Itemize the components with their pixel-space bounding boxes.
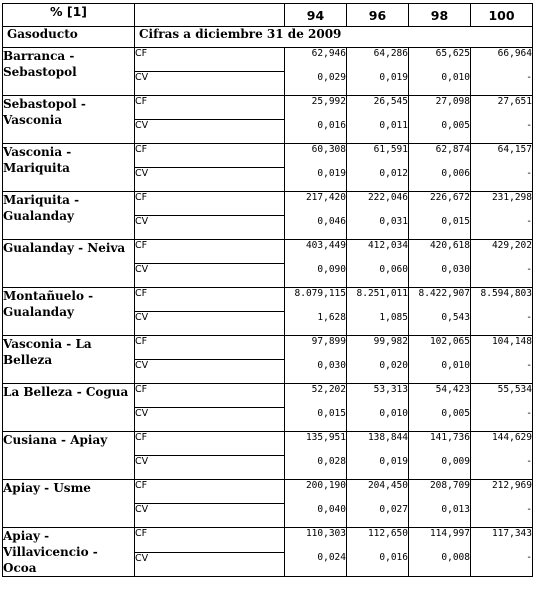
cv-label: CV	[135, 312, 285, 336]
cf-value: 231,298	[471, 192, 533, 216]
cv-value: 0,028	[285, 456, 347, 480]
cf-value: 97,899	[285, 336, 347, 360]
cf-value: 62,874	[409, 144, 471, 168]
cf-value: 200,190	[285, 480, 347, 504]
cf-value: 8.079,115	[285, 288, 347, 312]
col-header-98: 98	[409, 4, 471, 27]
cf-label: CF	[135, 96, 285, 120]
table-row	[3, 48, 533, 72]
table-row	[3, 432, 533, 456]
cv-value: 0,009	[409, 456, 471, 480]
cv-label: CV	[135, 264, 285, 288]
table-row	[3, 288, 533, 312]
cv-value: 0,040	[285, 504, 347, 528]
cf-value: 25,992	[285, 96, 347, 120]
cv-value: 0,011	[347, 120, 409, 144]
cf-value: 54,423	[409, 384, 471, 408]
cv-value: 0,024	[285, 552, 347, 577]
cv-value: 0,019	[285, 168, 347, 192]
cf-value: 61,591	[347, 144, 409, 168]
cf-label: CF	[135, 480, 285, 504]
pipeline-name: Sebastopol - Vasconia	[3, 96, 135, 144]
cf-value: 26,545	[347, 96, 409, 120]
cf-label: CF	[135, 336, 285, 360]
cv-value: 0,005	[409, 120, 471, 144]
cf-value: 53,313	[347, 384, 409, 408]
cf-label: CF	[135, 528, 285, 553]
subheader-row	[3, 27, 533, 48]
cf-value: 114,997	[409, 528, 471, 553]
cf-value: 27,098	[409, 96, 471, 120]
pipeline-name: Mariquita - Gualanday	[3, 192, 135, 240]
table-row	[3, 96, 533, 120]
cf-value: 112,650	[347, 528, 409, 553]
table-row	[3, 528, 533, 553]
cf-label: CF	[135, 240, 285, 264]
cv-value: -	[471, 408, 533, 432]
pipeline-name: La Belleza - Cogua	[3, 384, 135, 432]
cv-label: CV	[135, 72, 285, 96]
cv-label: CV	[135, 408, 285, 432]
pipeline-name: Cusiana - Apiay	[3, 432, 135, 480]
cv-value: 0,013	[409, 504, 471, 528]
cv-value: 0,030	[285, 360, 347, 384]
cf-value: 8.251,011	[347, 288, 409, 312]
cf-label: CF	[135, 48, 285, 72]
table-row	[3, 384, 533, 408]
cf-value: 217,420	[285, 192, 347, 216]
cv-value: 0,030	[409, 264, 471, 288]
cv-label: CV	[135, 456, 285, 480]
cv-value: 0,543	[409, 312, 471, 336]
cf-value: 420,618	[409, 240, 471, 264]
pipeline-name: Barranca - Sebastopol	[3, 48, 135, 96]
cv-value: 0,008	[409, 552, 471, 577]
percent-header: % [1]	[3, 4, 135, 27]
cv-value: 0,006	[409, 168, 471, 192]
cf-value: 412,034	[347, 240, 409, 264]
tariff-table	[2, 3, 533, 577]
cf-value: 403,449	[285, 240, 347, 264]
cv-label: CV	[135, 360, 285, 384]
cf-value: 8.594,803	[471, 288, 533, 312]
cv-value: -	[471, 264, 533, 288]
cv-value: 0,019	[347, 72, 409, 96]
header-row	[3, 4, 533, 27]
cv-value: 1,085	[347, 312, 409, 336]
pipeline-name: Apiay - Usme	[3, 480, 135, 528]
cf-value: 104,148	[471, 336, 533, 360]
cv-value: 1,628	[285, 312, 347, 336]
cf-value: 99,982	[347, 336, 409, 360]
cf-label: CF	[135, 384, 285, 408]
cv-value: 0,015	[409, 216, 471, 240]
cf-value: 226,672	[409, 192, 471, 216]
cf-value: 144,629	[471, 432, 533, 456]
table-row	[3, 144, 533, 168]
cv-value: -	[471, 504, 533, 528]
cf-value: 65,625	[409, 48, 471, 72]
table-row	[3, 480, 533, 504]
cv-value: 0,029	[285, 72, 347, 96]
cv-value: 0,010	[347, 408, 409, 432]
cv-value: 0,015	[285, 408, 347, 432]
cv-value: 0,010	[409, 360, 471, 384]
table-body	[3, 4, 533, 577]
pipeline-name: Montañuelo - Gualanday	[3, 288, 135, 336]
cv-label: CV	[135, 216, 285, 240]
table-row	[3, 336, 533, 360]
col-header-100: 100	[471, 4, 533, 27]
table-row	[3, 240, 533, 264]
cv-label: CV	[135, 120, 285, 144]
cv-value: 0,016	[285, 120, 347, 144]
cf-value: 64,157	[471, 144, 533, 168]
pipeline-name: Vasconia - Mariquita	[3, 144, 135, 192]
cv-label: CV	[135, 504, 285, 528]
cf-value: 138,844	[347, 432, 409, 456]
cv-value: 0,031	[347, 216, 409, 240]
cf-value: 55,534	[471, 384, 533, 408]
cv-value: -	[471, 552, 533, 577]
cv-value: 0,020	[347, 360, 409, 384]
cf-value: 64,286	[347, 48, 409, 72]
pipeline-name: Apiay - Villavicencio - Ocoa	[3, 528, 135, 577]
cv-value: -	[471, 216, 533, 240]
cv-value: -	[471, 72, 533, 96]
cv-value: 0,016	[347, 552, 409, 577]
cf-value: 60,308	[285, 144, 347, 168]
cf-value: 204,450	[347, 480, 409, 504]
cv-value: -	[471, 120, 533, 144]
cf-value: 62,946	[285, 48, 347, 72]
gasoducto-label: Gasoducto	[3, 27, 135, 48]
cv-value: 0,046	[285, 216, 347, 240]
cv-value: -	[471, 456, 533, 480]
cf-label: CF	[135, 288, 285, 312]
cv-value: 0,060	[347, 264, 409, 288]
cf-value: 222,046	[347, 192, 409, 216]
col-header-94: 94	[285, 4, 347, 27]
cf-value: 27,651	[471, 96, 533, 120]
cv-value: 0,010	[409, 72, 471, 96]
cv-value: -	[471, 168, 533, 192]
cf-label: CF	[135, 192, 285, 216]
col-header-96: 96	[347, 4, 409, 27]
cf-value: 117,343	[471, 528, 533, 553]
cv-label: CV	[135, 168, 285, 192]
table-row	[3, 192, 533, 216]
cf-value: 52,202	[285, 384, 347, 408]
pipeline-name: Vasconia - La Belleza	[3, 336, 135, 384]
cf-label: CF	[135, 144, 285, 168]
cf-value: 8.422,907	[409, 288, 471, 312]
cv-value: 0,090	[285, 264, 347, 288]
cv-value: -	[471, 312, 533, 336]
cv-value: 0,012	[347, 168, 409, 192]
cf-value: 141,736	[409, 432, 471, 456]
cf-value: 66,964	[471, 48, 533, 72]
pipeline-name: Gualanday - Neiva	[3, 240, 135, 288]
cf-value: 429,202	[471, 240, 533, 264]
cv-value: 0,027	[347, 504, 409, 528]
cv-label: CV	[135, 552, 285, 577]
cf-value: 135,951	[285, 432, 347, 456]
cf-label: CF	[135, 432, 285, 456]
header-blank	[135, 4, 285, 27]
cf-value: 212,969	[471, 480, 533, 504]
cf-value: 208,709	[409, 480, 471, 504]
cv-value: 0,019	[347, 456, 409, 480]
cf-value: 110,303	[285, 528, 347, 553]
cf-value: 102,065	[409, 336, 471, 360]
cifras-label: Cifras a diciembre 31 de 2009	[135, 27, 533, 48]
cv-value: 0,005	[409, 408, 471, 432]
cv-value: -	[471, 360, 533, 384]
